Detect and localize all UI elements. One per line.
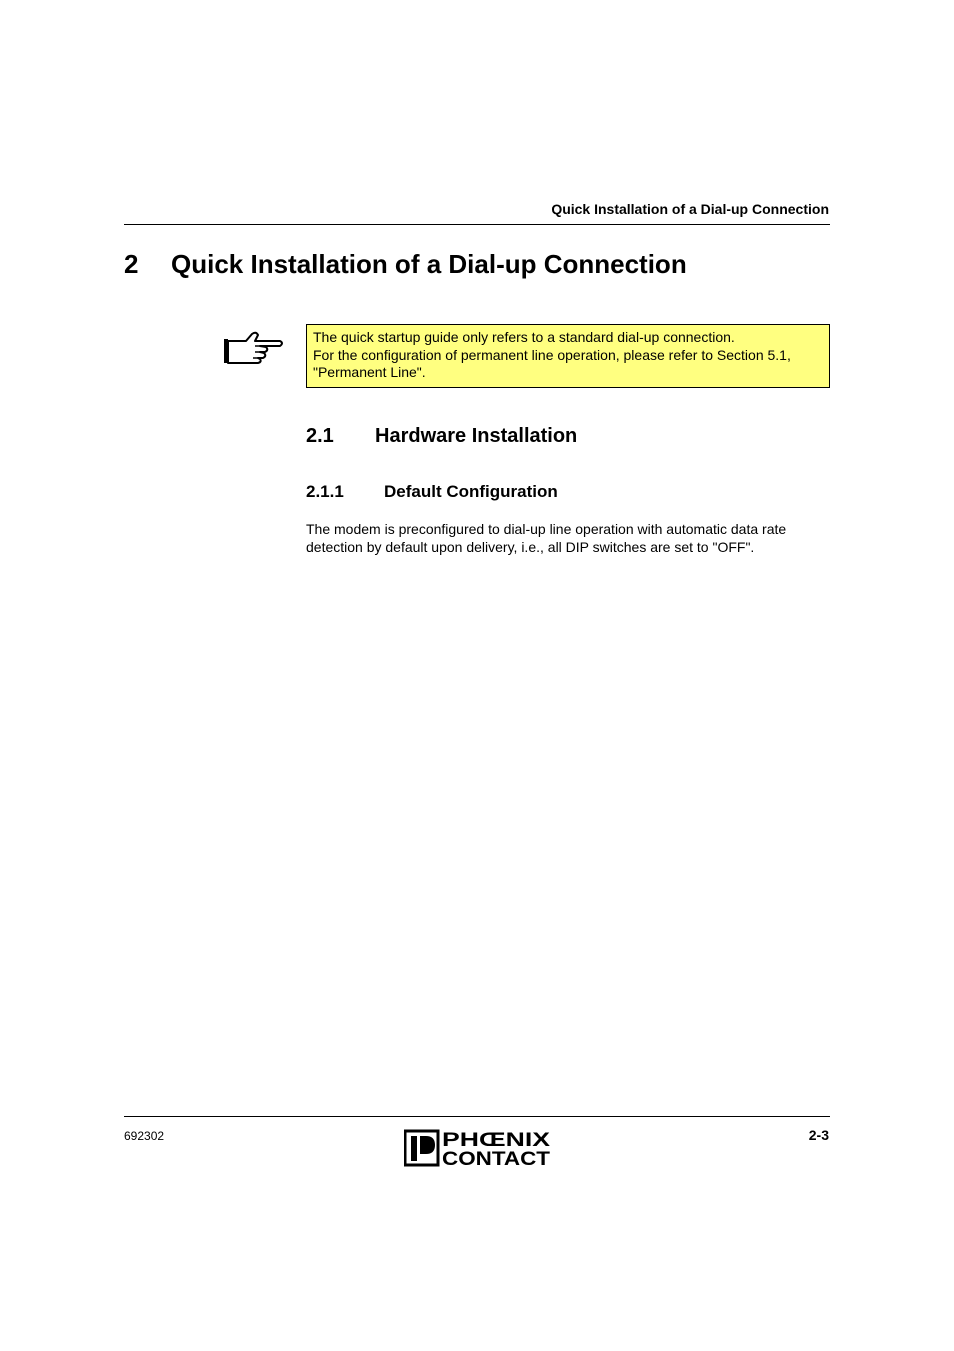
body-paragraph: The modem is preconfigured to dial-up line operation with automatic data rate detection by default upon delivery, i.e., all DIP switches are set to "OFF". — [306, 521, 787, 555]
subsection-title: Default Configuration — [384, 482, 558, 501]
note-line-2: For the configuration of permanent line operation, please refer to Section 5.1, "Permanent Line". — [313, 346, 791, 380]
logo-line-2: CONTACT — [442, 1149, 551, 1168]
subsection-heading — [306, 482, 558, 502]
pointing-hand-icon — [222, 330, 286, 368]
page-number: 2-3 — [808, 1127, 829, 1143]
chapter-title — [124, 249, 687, 280]
section-heading — [306, 425, 577, 448]
header-rule — [124, 224, 830, 225]
note-box — [306, 324, 830, 388]
note-line-1: The quick startup guide only refers to a standard dial-up connection. — [313, 329, 735, 345]
footer-rule — [124, 1116, 830, 1117]
running-header: Quick Installation of a Dial-up Connection — [551, 201, 829, 217]
doc-number: 692302 — [124, 1129, 165, 1143]
section-title: Hardware Installation — [375, 425, 578, 447]
body-text — [306, 520, 826, 556]
logo-line-1: PHŒNIX — [442, 1130, 551, 1151]
subsection-number: 2.1.1 — [306, 482, 344, 501]
chapter-title-text: Quick Installation of a Dial-up Connection — [171, 249, 687, 279]
chapter-number: 2 — [124, 249, 139, 279]
section-number: 2.1 — [306, 425, 334, 447]
